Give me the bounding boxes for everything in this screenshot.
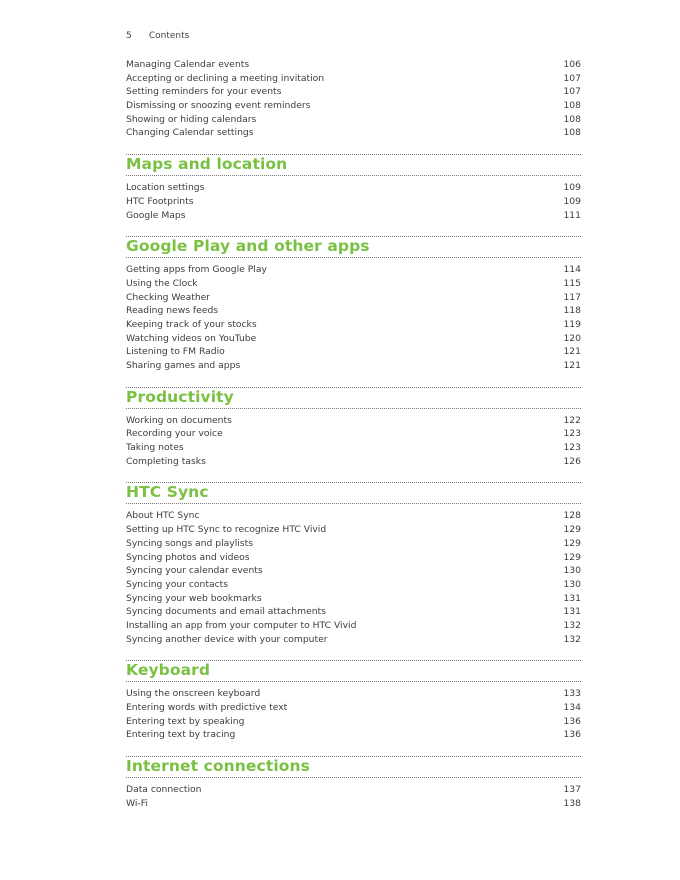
toc-entry-page: 123 bbox=[563, 442, 581, 454]
toc-entry-title: Taking notes bbox=[126, 442, 184, 454]
toc-entry[interactable] bbox=[126, 291, 581, 305]
toc-entry-page: 118 bbox=[563, 305, 581, 317]
toc-entry[interactable] bbox=[126, 209, 581, 223]
toc-entry-title: Managing Calendar events bbox=[126, 59, 250, 70]
toc-entry-title: Syncing your calendar events bbox=[126, 565, 263, 577]
toc-entry-page: 131 bbox=[563, 606, 581, 618]
toc-entry[interactable] bbox=[126, 99, 581, 113]
toc-entry-page: 136 bbox=[563, 729, 581, 741]
toc-entry-page: 109 bbox=[563, 195, 581, 207]
toc-entry-page: 132 bbox=[563, 633, 581, 645]
page-number: 5 bbox=[126, 31, 132, 41]
toc-entry-page: 129 bbox=[563, 551, 581, 563]
toc-entry[interactable] bbox=[126, 728, 581, 742]
toc-entry-title: Entering text by tracing bbox=[126, 729, 236, 741]
toc-entry-page: 130 bbox=[563, 578, 581, 590]
section-heading[interactable]: Keyboard bbox=[126, 660, 581, 682]
toc-entry-page: 134 bbox=[563, 702, 581, 713]
toc-entry-page: 130 bbox=[563, 565, 581, 577]
table-of-contents bbox=[126, 58, 581, 810]
toc-entry-title: Entering words with predictive text bbox=[126, 702, 288, 713]
toc-entry-title: Syncing documents and email attachments bbox=[126, 606, 326, 618]
section-heading[interactable]: Maps and location bbox=[126, 154, 581, 176]
toc-entry[interactable] bbox=[126, 181, 581, 195]
toc-entry-page: 122 bbox=[563, 414, 581, 426]
toc-entry-title: Dismissing or snoozing event reminders bbox=[126, 100, 311, 112]
toc-entry-page: 119 bbox=[563, 318, 581, 330]
toc-entry[interactable] bbox=[126, 332, 581, 346]
toc-entry-title: Data connection bbox=[126, 784, 202, 796]
toc-entry-title: Syncing your contacts bbox=[126, 578, 229, 590]
toc-entry-title: Syncing songs and playlists bbox=[126, 537, 253, 549]
toc-entry-page: 117 bbox=[563, 291, 581, 303]
toc-entry[interactable] bbox=[126, 58, 581, 72]
toc-entry-page: 138 bbox=[563, 797, 581, 809]
toc-entry-title: Showing or hiding calendars bbox=[126, 113, 257, 125]
toc-entry[interactable] bbox=[126, 687, 581, 701]
toc-entry-page: 121 bbox=[563, 360, 581, 371]
toc-entry-title: Syncing photos and videos bbox=[126, 551, 250, 563]
toc-entry[interactable] bbox=[126, 113, 581, 127]
toc-entry-title: Accepting or declining a meeting invitation bbox=[126, 72, 325, 84]
section-heading[interactable]: Productivity bbox=[126, 387, 581, 409]
toc-entry-title: Setting reminders for your events bbox=[126, 86, 282, 98]
toc-entry[interactable] bbox=[126, 551, 581, 565]
toc-entry-page: 129 bbox=[563, 537, 581, 549]
toc-entry-page: 106 bbox=[563, 59, 581, 70]
toc-entry-page: 123 bbox=[563, 428, 581, 440]
toc-entry-title: Syncing another device with your computer bbox=[126, 633, 328, 645]
toc-entry-page: 133 bbox=[563, 688, 581, 700]
toc-entry[interactable] bbox=[126, 564, 581, 578]
toc-entry[interactable] bbox=[126, 797, 581, 811]
page-header bbox=[126, 31, 189, 41]
toc-entry[interactable] bbox=[126, 195, 581, 209]
section-heading[interactable]: Google Play and other apps bbox=[126, 236, 581, 258]
toc-entry-title: Using the onscreen keyboard bbox=[126, 688, 261, 700]
toc-entry-title: Entering text by speaking bbox=[126, 715, 245, 727]
toc-entry-page: 137 bbox=[563, 784, 581, 796]
toc-entry[interactable] bbox=[126, 783, 581, 797]
toc-entry-title: Using the Clock bbox=[126, 277, 198, 289]
toc-entry-page: 131 bbox=[563, 592, 581, 604]
toc-entry[interactable] bbox=[126, 85, 581, 99]
toc-entry[interactable] bbox=[126, 592, 581, 606]
toc-intro-group bbox=[126, 58, 581, 140]
toc-entry-title: Setting up HTC Sync to recognize HTC Vivid bbox=[126, 524, 327, 536]
toc-entry-title: Getting apps from Google Play bbox=[126, 264, 267, 276]
toc-section bbox=[126, 236, 581, 373]
toc-entry-page: 107 bbox=[563, 86, 581, 98]
toc-entry[interactable] bbox=[126, 304, 581, 318]
toc-entry[interactable] bbox=[126, 715, 581, 729]
section-heading[interactable]: Internet connections bbox=[126, 756, 581, 778]
toc-entry-page: 108 bbox=[563, 127, 581, 139]
toc-entry[interactable] bbox=[126, 72, 581, 86]
toc-entry-page: 111 bbox=[563, 209, 581, 221]
toc-entry-page: 128 bbox=[563, 510, 581, 522]
toc-entry-page: 126 bbox=[563, 455, 581, 467]
toc-entry-title: Working on documents bbox=[126, 414, 232, 426]
toc-entry-title: Changing Calendar settings bbox=[126, 127, 254, 139]
toc-entry-page: 115 bbox=[563, 277, 581, 289]
toc-entry[interactable] bbox=[126, 509, 581, 523]
toc-entry-page: 120 bbox=[563, 332, 581, 344]
toc-entry-title: HTC Footprints bbox=[126, 195, 194, 207]
toc-entry[interactable] bbox=[126, 455, 581, 469]
toc-entry-page: 114 bbox=[563, 264, 581, 276]
toc-entry-page: 108 bbox=[563, 100, 581, 112]
toc-entry[interactable] bbox=[126, 263, 581, 277]
toc-entry[interactable] bbox=[126, 578, 581, 592]
toc-entry[interactable] bbox=[126, 537, 581, 551]
toc-entry[interactable] bbox=[126, 523, 581, 537]
toc-entry[interactable] bbox=[126, 126, 581, 140]
toc-entry-page: 108 bbox=[563, 113, 581, 125]
toc-section bbox=[126, 482, 581, 646]
toc-section bbox=[126, 154, 581, 222]
toc-entry-title: Sharing games and apps bbox=[126, 360, 241, 371]
toc-entry[interactable] bbox=[126, 619, 581, 633]
toc-entry[interactable] bbox=[126, 441, 581, 455]
toc-section bbox=[126, 660, 581, 742]
toc-entry-title: Reading news feeds bbox=[126, 305, 219, 317]
toc-section bbox=[126, 387, 581, 469]
toc-entry[interactable] bbox=[126, 345, 581, 359]
toc-entry-title: Completing tasks bbox=[126, 455, 206, 467]
section-heading[interactable]: HTC Sync bbox=[126, 482, 581, 504]
toc-entry[interactable] bbox=[126, 359, 581, 373]
toc-entry[interactable] bbox=[126, 633, 581, 647]
toc-entry-page: 109 bbox=[563, 182, 581, 194]
toc-entry-title: Syncing your web bookmarks bbox=[126, 592, 262, 604]
toc-entry-title: Recording your voice bbox=[126, 428, 223, 440]
toc-entry-page: 121 bbox=[563, 346, 581, 358]
toc-entry-title: Checking Weather bbox=[126, 291, 211, 303]
toc-entry-title: Keeping track of your stocks bbox=[126, 318, 257, 330]
toc-entry-page: 132 bbox=[563, 619, 581, 631]
toc-entry[interactable] bbox=[126, 427, 581, 441]
toc-entry-title: Google Maps bbox=[126, 209, 186, 221]
toc-entry-page: 136 bbox=[563, 715, 581, 727]
toc-entry-page: 107 bbox=[563, 72, 581, 84]
toc-entry-title: Location settings bbox=[126, 182, 205, 194]
toc-entry-title: Watching videos on YouTube bbox=[126, 332, 257, 344]
toc-section bbox=[126, 756, 581, 810]
page-header-title: Contents bbox=[148, 31, 190, 41]
toc-entry-page: 129 bbox=[563, 524, 581, 536]
toc-entry-title: Wi-Fi bbox=[126, 797, 148, 809]
toc-entry[interactable] bbox=[126, 701, 581, 715]
toc-entry[interactable] bbox=[126, 277, 581, 291]
toc-entry-title: Listening to FM Radio bbox=[126, 346, 225, 358]
toc-entry[interactable] bbox=[126, 318, 581, 332]
toc-entry[interactable] bbox=[126, 605, 581, 619]
toc-entry-title: About HTC Sync bbox=[126, 510, 200, 522]
toc-entry[interactable] bbox=[126, 414, 581, 428]
toc-entry-title: Installing an app from your computer to HTC Vivid bbox=[126, 619, 357, 631]
